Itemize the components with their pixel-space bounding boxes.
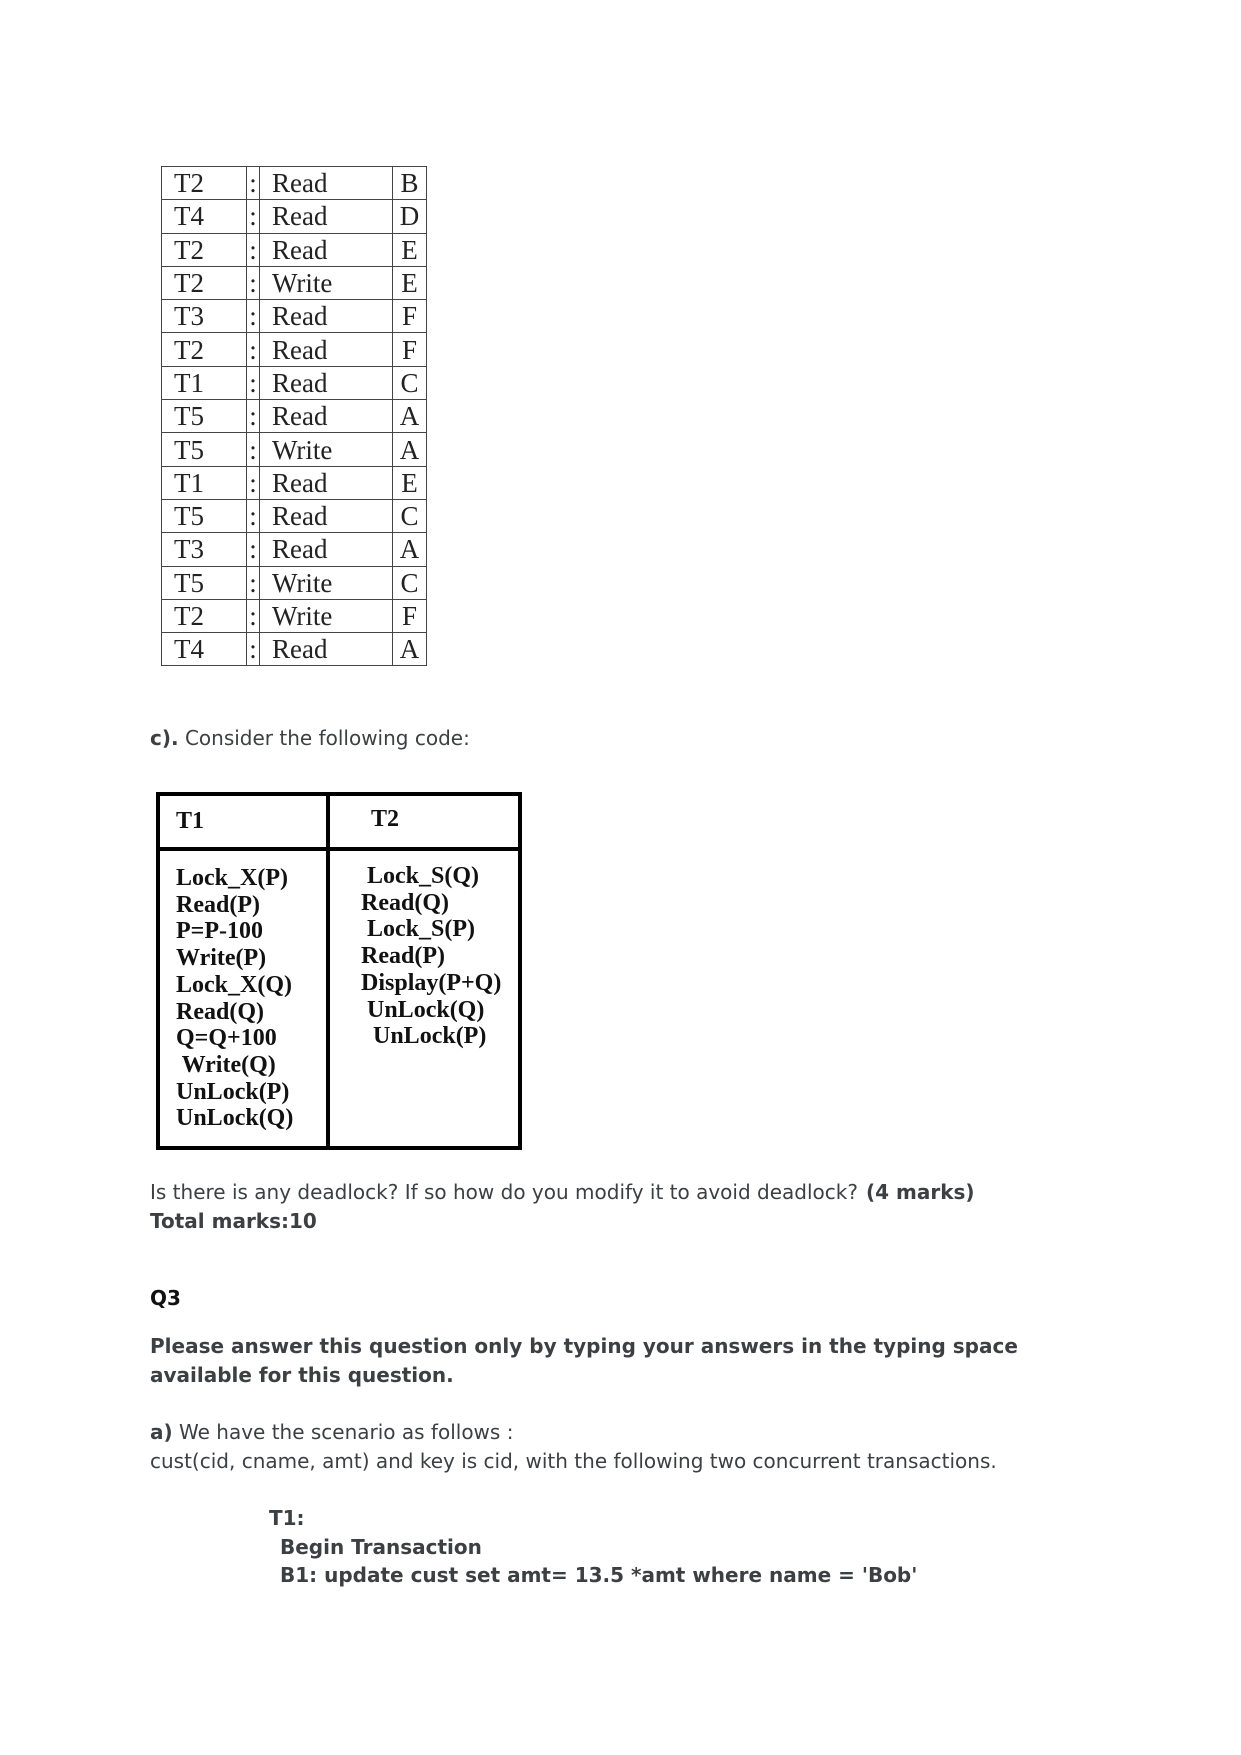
schedule-txn: T2	[162, 333, 247, 366]
schedule-op: Read	[260, 233, 393, 266]
lock-table-divider	[326, 792, 330, 1150]
lock-code-table	[156, 792, 518, 1146]
schedule-item: F	[393, 599, 427, 632]
q3-instruction: Please answer this question only by typing your answers in the typing space available for this question.	[150, 1334, 1018, 1387]
schedule-txn: T5	[162, 433, 247, 466]
schedule-item: A	[393, 533, 427, 566]
schedule-op: Read	[260, 366, 393, 399]
schedule-op: Write	[260, 433, 393, 466]
schedule-op: Read	[260, 300, 393, 333]
schedule-sep: :	[247, 300, 260, 333]
schedule-op: Read	[260, 333, 393, 366]
schedule-sep: :	[247, 366, 260, 399]
schedule-row	[162, 533, 427, 566]
q3-part-a	[150, 1418, 513, 1447]
schedule-op: Read	[260, 633, 393, 666]
schedule-row	[162, 400, 427, 433]
schedule-item: A	[393, 400, 427, 433]
schedule-item: F	[393, 333, 427, 366]
schedule-op: Read	[260, 499, 393, 532]
schedule-txn: T2	[162, 167, 247, 200]
schedule-sep: :	[247, 266, 260, 299]
schedule-sep: :	[247, 200, 260, 233]
part-c-label: c).	[150, 726, 179, 750]
schedule-sep: :	[247, 466, 260, 499]
schedule-sep: :	[247, 566, 260, 599]
schedule-txn: T1	[162, 366, 247, 399]
schedule-item: E	[393, 466, 427, 499]
schedule-sep: :	[247, 167, 260, 200]
schedule-txn: T5	[162, 499, 247, 532]
schedule-item: F	[393, 300, 427, 333]
schedule-op: Read	[260, 167, 393, 200]
schedule-row	[162, 167, 427, 200]
schedule-item: E	[393, 233, 427, 266]
schedule-sep: :	[247, 533, 260, 566]
schedule-row	[162, 566, 427, 599]
schedule-txn: T1	[162, 466, 247, 499]
schedule-txn: T4	[162, 200, 247, 233]
schedule-sep: :	[247, 599, 260, 632]
schedule-sep: :	[247, 633, 260, 666]
part-c-text: Consider the following code:	[178, 726, 470, 750]
q3-part-a-text: We have the scenario as follows :	[172, 1420, 514, 1444]
schedule-sep: :	[247, 499, 260, 532]
schedule-item: C	[393, 566, 427, 599]
schedule-item: D	[393, 200, 427, 233]
schedule-txn: T5	[162, 400, 247, 433]
schedule-txn: T2	[162, 233, 247, 266]
schedule-op: Read	[260, 466, 393, 499]
schedule-txn: T3	[162, 533, 247, 566]
schedule-row	[162, 200, 427, 233]
schedule-txn: T2	[162, 599, 247, 632]
schedule-op: Write	[260, 266, 393, 299]
schedule-row	[162, 433, 427, 466]
schedule-item: C	[393, 366, 427, 399]
schedule-item: A	[393, 433, 427, 466]
schedule-row	[162, 300, 427, 333]
schedule-txn: T2	[162, 266, 247, 299]
total-marks: Total marks:10	[150, 1209, 317, 1233]
schedule-txn: T5	[162, 566, 247, 599]
schedule-sep: :	[247, 400, 260, 433]
schedule-item: C	[393, 499, 427, 532]
schedule-item: E	[393, 266, 427, 299]
schedule-op: Write	[260, 599, 393, 632]
t1-code: Lock_X(P) Read(P) P=P-100 Write(P) Lock_X(Q) Read(Q) Q=Q+100 Write(Q) UnLock(P) UnLock(Q)	[176, 865, 294, 1132]
deadlock-marks: (4 marks)	[866, 1180, 975, 1204]
q3-begin-transaction: Begin Transaction	[280, 1535, 482, 1559]
schedule-table	[161, 166, 427, 666]
q3-schema: cust(cid, cname, amt) and key is cid, with the following two concurrent transactions.	[150, 1449, 997, 1473]
schedule-sep: :	[247, 333, 260, 366]
schedule-op: Write	[260, 566, 393, 599]
schedule-row	[162, 233, 427, 266]
q3-part-a-label: a)	[150, 1420, 173, 1444]
q3-b1-statement: B1: update cust set amt= 13.5 *amt where name = 'Bob'	[280, 1563, 918, 1587]
schedule-row	[162, 499, 427, 532]
deadlock-question: Is there is any deadlock? If so how do you modify it to avoid deadlock?	[150, 1180, 858, 1204]
schedule-txn: T4	[162, 633, 247, 666]
schedule-row	[162, 466, 427, 499]
schedule-row	[162, 266, 427, 299]
q3-heading: Q3	[150, 1286, 181, 1310]
schedule-row	[162, 366, 427, 399]
schedule-item: B	[393, 167, 427, 200]
schedule-op: Read	[260, 533, 393, 566]
lock-table-header-line	[156, 847, 518, 851]
schedule-row	[162, 633, 427, 666]
schedule-op: Read	[260, 200, 393, 233]
schedule-sep: :	[247, 233, 260, 266]
t2-code: Lock_S(Q) Read(Q) Lock_S(P) Read(P) Display(P+Q) UnLock(Q) UnLock(P)	[361, 863, 502, 1050]
schedule-txn: T3	[162, 300, 247, 333]
schedule-row	[162, 599, 427, 632]
schedule-row	[162, 333, 427, 366]
schedule-item: A	[393, 633, 427, 666]
schedule-op: Read	[260, 400, 393, 433]
q3-t1-label: T1:	[269, 1506, 305, 1530]
schedule-sep: :	[247, 433, 260, 466]
t2-header: T2	[371, 806, 400, 832]
part-c-prompt	[150, 724, 470, 753]
t1-header: T1	[176, 808, 205, 834]
